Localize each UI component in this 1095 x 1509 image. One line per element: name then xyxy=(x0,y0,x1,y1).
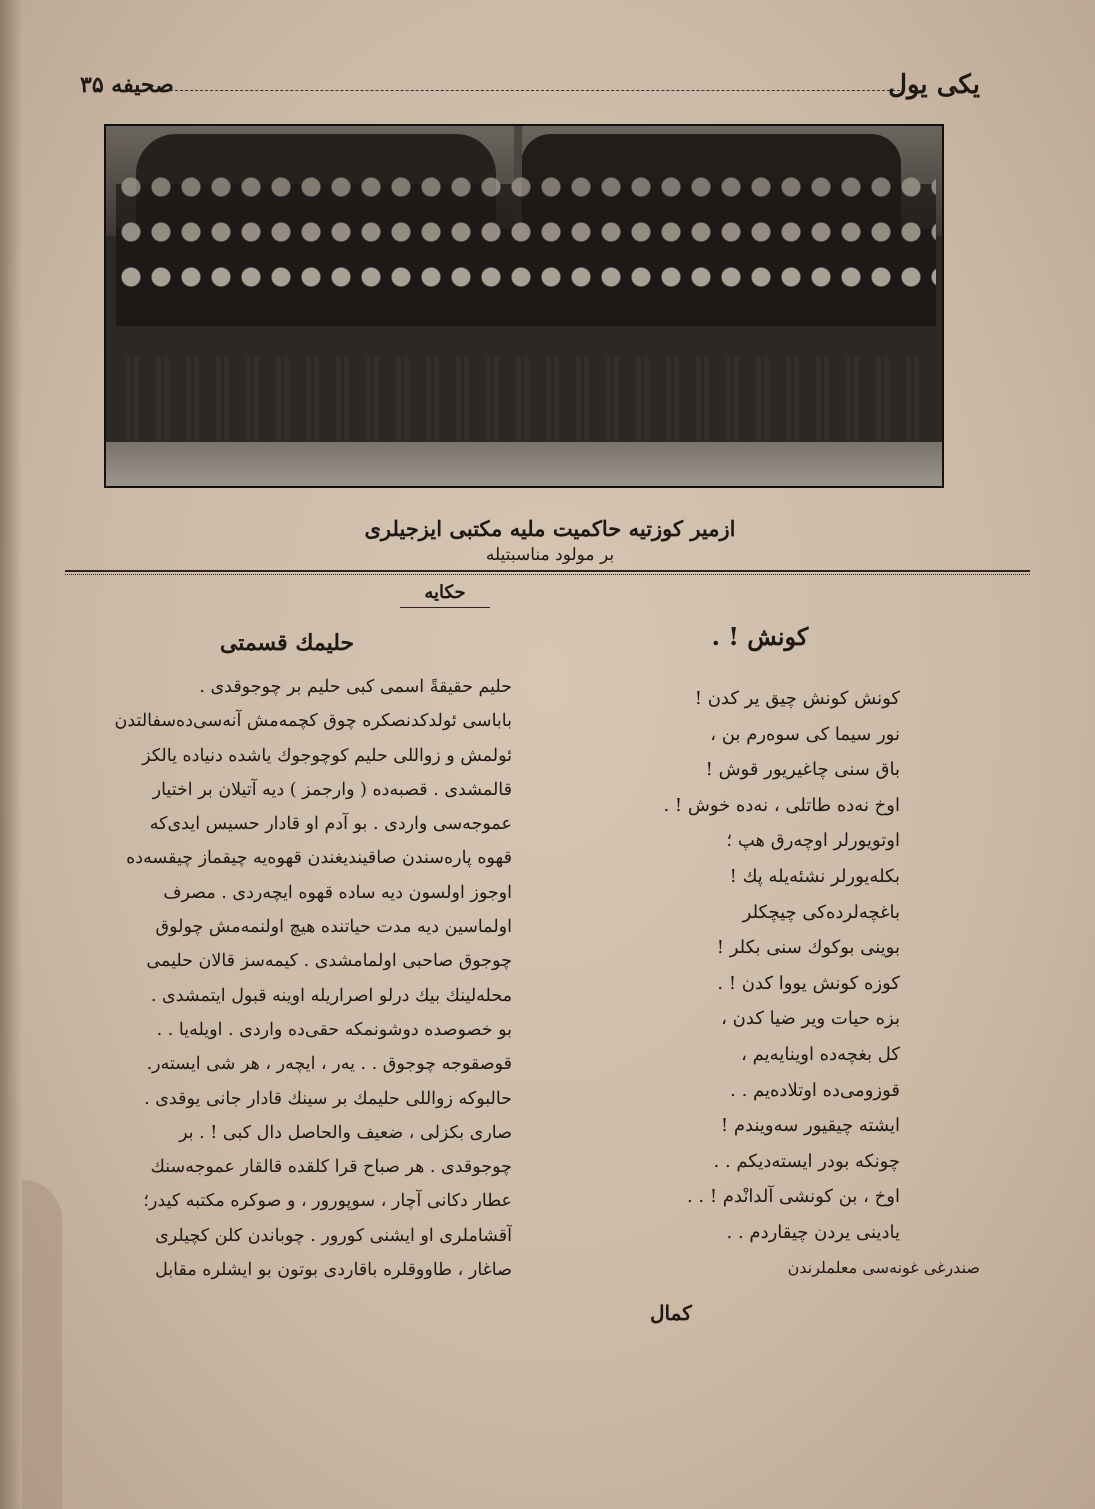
story-line: عموجه‌سی واردی . بو آدم او قادار حسیس ایدی‌که xyxy=(149,814,512,835)
section-divider xyxy=(65,570,1030,572)
story-title: حلیمك قسمتی xyxy=(219,630,355,656)
story-line: اولماسین دیه مدت حیاتنده هیچ اولنمه‌مش چولوق xyxy=(155,917,512,938)
story-line: صاری بکزلی ، ضعیف والحاصل دال کبی ! . بر xyxy=(179,1122,512,1143)
poem-line: ایشته چیقیور سه‌ویندم ! xyxy=(720,1115,900,1137)
poem-line: قوزومی‌ده اوتلاده‌یم . . xyxy=(730,1079,900,1101)
page-edge-shadow xyxy=(0,0,22,1509)
poem-line: نور سیما کی سوه‌رم بن ، xyxy=(710,723,900,745)
group-photo xyxy=(104,124,944,488)
story-line: قالمشدی . قصبه‌ده ( وارجمز ) دیه آتیلان بر اختیار xyxy=(152,779,512,800)
photo-ground xyxy=(106,442,942,486)
caption-subtitle: بر مولود مناسبتیله xyxy=(485,545,615,565)
poem-signature: صندرغی غونه‌سی معلملرندن xyxy=(787,1257,980,1277)
poem-column xyxy=(560,622,1020,1325)
poem-line: چونکه بودر ایسته‌دیکم . . xyxy=(713,1150,900,1172)
story-line: حلیم حقیقةً اسمی کبی حلیم بر چوجوقدی . xyxy=(199,677,512,697)
story-line: صاغار ، طاووقلره باقاردی بوتون بو ایشلره مقابل xyxy=(155,1260,512,1281)
story-line: قهوه پاره‌سندن صاقیندیغندن قهوه‌یه چیقماز چیقسه‌ده xyxy=(126,848,512,869)
poem-title: کونش ! . xyxy=(711,622,809,651)
poem-line: کونش کونش چیق یر کدن ! xyxy=(694,688,900,709)
poem-line: اوخ نه‌ده طاتلی ، نه‌ده خوش ! . xyxy=(663,794,900,816)
story-line: حالبوکه زواللی حلیمك بر سینك قادار جانی یوقدی . xyxy=(144,1088,512,1109)
story-line: عطار دکانی آچار ، سوپورور ، و صوکره مکتبه کیدر؛ xyxy=(143,1191,512,1212)
poem-line: بکله‌یورلر نشئه‌یله پك ! xyxy=(729,865,900,887)
story-line: قوصقوجه چوجوق . . یه‌ر ، ایچه‌ر ، هر شی ایسته‌ر. xyxy=(146,1054,512,1075)
story-line: آقشاملری او ایشنی کورور . چوباندن کلن کچیلری xyxy=(155,1225,512,1246)
story-line: اوجوز اولسون دیه ساده قهوه ایچه‌ردی . مصرف xyxy=(163,882,512,903)
poem-author: کمال xyxy=(650,1300,692,1325)
poem-line: اوخ ، بن کونشی آلدانْدم ! . . xyxy=(686,1186,900,1208)
story-line: بو خصوصده دوشونمکه حقی‌ده واردی . اویله‌یا . . xyxy=(156,1019,512,1040)
page-number: صحیفه ۳۵ xyxy=(80,72,174,98)
poem-line: بزه حیات ویر ضیا کدن ، xyxy=(721,1008,900,1030)
poem-line: یادینی یردن چیقاردم . . xyxy=(726,1221,900,1243)
story-line: ئولمش و زواللی حلیم کوچوجوك یاشده دنیاده یالکز xyxy=(142,745,512,766)
photo-caption xyxy=(250,516,850,565)
section-label: حکایه xyxy=(400,582,490,608)
story-line: محله‌لینك بیك درلو اصراریله اوینه قبول ایتمشدی . xyxy=(150,985,512,1006)
page-header xyxy=(80,70,980,110)
poem-line: باق سنی چاغیریور قوش ! xyxy=(705,759,900,781)
poem-line: کوزه کونش یووا کدن ! . xyxy=(717,972,900,994)
poem-line: اوتویورلر اوچه‌رق هپ ؛ xyxy=(726,830,900,852)
caption-title: ازمیر کوزتیه حاکمیت ملیه مکتبی ایزجیلری xyxy=(364,516,736,541)
torn-corner xyxy=(22,1180,62,1509)
story-line: چوجوق صاحبی اولمامشدی . کیمه‌سز قالان حلیمی xyxy=(146,951,512,972)
story-column xyxy=(62,630,512,1287)
story-line: چوجوقدی . هر صباح قرا کلقده قالقار عموجه‌سنك xyxy=(150,1157,512,1178)
journal-name: یکی یول xyxy=(888,70,980,100)
section-divider-dotted xyxy=(65,574,1030,575)
story-line: باباسی ئولدکدنصکره چوق کچمه‌مش آنه‌سی‌ده‌سفالتدن xyxy=(114,711,512,732)
photo-people-row-front xyxy=(116,256,936,326)
poem-line: بوینی بوکوك سنی بکلر ! xyxy=(716,937,900,959)
poem-line: کل بغچه‌ده اوینایه‌یم ، xyxy=(741,1043,900,1065)
poem-line: باغچه‌لرده‌کی چیچکلر xyxy=(742,901,900,923)
header-rule xyxy=(160,90,900,91)
photo-legs xyxy=(116,356,936,456)
